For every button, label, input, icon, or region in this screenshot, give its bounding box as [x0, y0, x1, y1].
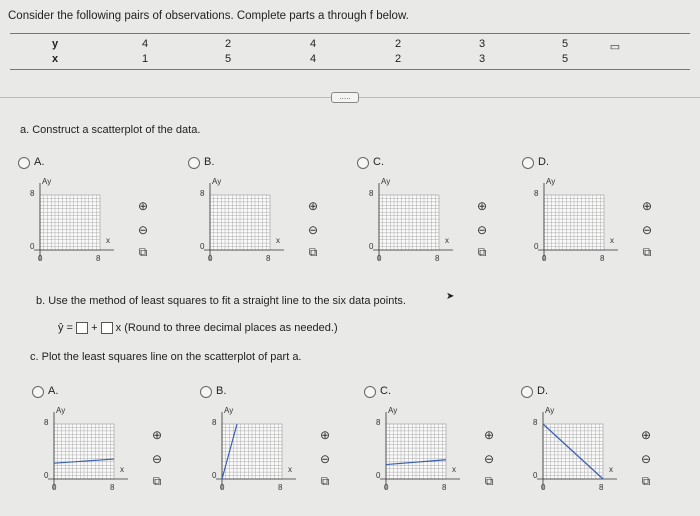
popout-icon[interactable]: ⧉ [642, 245, 652, 259]
x-axis-max-label: 8 [442, 483, 447, 492]
x-axis-zero-label: 0 [208, 254, 213, 263]
zoom-in-icon[interactable]: ⊕ [483, 428, 495, 442]
popout-icon[interactable]: ⧉ [152, 474, 162, 488]
option-radio[interactable] [32, 386, 44, 398]
option-letter: C. [380, 385, 391, 397]
intercept-input[interactable] [76, 322, 88, 334]
y-axis-max-label: 8 [200, 189, 205, 198]
zoom-in-icon[interactable]: ⊕ [151, 428, 163, 442]
option-letter: D. [538, 156, 549, 168]
y-axis-max-label: 8 [376, 418, 381, 427]
option-graph [188, 169, 308, 279]
x-axis-zero-label: 0 [377, 254, 382, 263]
option-radio[interactable] [357, 157, 369, 169]
table-cell: 5 [561, 38, 569, 50]
zoom-out-icon[interactable]: ⊖ [151, 452, 163, 466]
option-radio[interactable] [200, 386, 212, 398]
option-radio[interactable] [521, 386, 533, 398]
x-axis-max-label: 8 [266, 254, 271, 263]
popout-icon[interactable]: ⧉ [484, 474, 494, 488]
option-graph [18, 169, 138, 279]
scatter-option-d[interactable] [522, 157, 687, 287]
y-axis-max-label: 8 [369, 189, 374, 198]
popout-icon[interactable]: ⧉ [641, 474, 651, 488]
row-label-y: y [51, 38, 59, 50]
x-axis-title: x [120, 465, 124, 474]
equation-prefix: ŷ = [58, 322, 73, 334]
option-letter: C. [373, 156, 384, 168]
scatter-option-a[interactable] [18, 157, 183, 287]
x-axis-zero-label: 0 [384, 483, 389, 492]
part-c-label: c. Plot the least squares line on the scatterplot of part a. [30, 351, 302, 363]
option-graph [200, 398, 320, 508]
option-letter: D. [537, 385, 548, 397]
table-cell: 2 [394, 38, 402, 50]
row-label-x: x [51, 53, 59, 65]
table-cell: 4 [141, 38, 149, 50]
option-graph [357, 169, 477, 279]
y-axis-title: Ay [546, 177, 556, 186]
option-letter: A. [34, 156, 45, 168]
plus-sign: + [91, 322, 98, 334]
y-axis-max-label: 8 [30, 189, 35, 198]
x-axis-zero-label: 0 [542, 254, 547, 263]
table-cell: 3 [478, 38, 486, 50]
x-axis-title: x [610, 236, 614, 245]
x-axis-max-label: 8 [110, 483, 115, 492]
y-axis-zero-label: 0 [44, 471, 49, 480]
zoom-in-icon[interactable]: ⊕ [319, 428, 331, 442]
zoom-out-icon[interactable]: ⊖ [483, 452, 495, 466]
zoom-out-icon[interactable]: ⊖ [640, 452, 652, 466]
x-axis-max-label: 8 [435, 254, 440, 263]
x-axis-title: x [452, 465, 456, 474]
option-radio[interactable] [18, 157, 30, 169]
x-axis-title: x [445, 236, 449, 245]
option-radio[interactable] [364, 386, 376, 398]
option-radio[interactable] [522, 157, 534, 169]
zoom-out-icon[interactable]: ⊖ [641, 223, 653, 237]
x-axis-zero-label: 0 [38, 254, 43, 263]
option-letter: A. [48, 385, 59, 397]
popout-icon[interactable]: ⧉ [308, 245, 318, 259]
option-graph [364, 398, 484, 508]
part-a-label: a. Construct a scatterplot of the data. [20, 124, 201, 136]
zoom-in-icon[interactable]: ⊕ [307, 199, 319, 213]
y-axis-title: Ay [56, 406, 66, 415]
x-axis-max-label: 8 [278, 483, 283, 492]
zoom-out-icon[interactable]: ⊖ [319, 452, 331, 466]
option-graph [32, 398, 152, 508]
mouse-cursor-icon: ➤ [446, 291, 455, 302]
x-axis-title: x [609, 465, 613, 474]
x-axis-title: x [288, 465, 292, 474]
y-axis-zero-label: 0 [212, 471, 217, 480]
x-axis-title: x [276, 236, 280, 245]
option-graph [521, 398, 641, 508]
y-axis-title: Ay [388, 406, 398, 415]
table-bottom-rule [10, 69, 690, 70]
x-axis-zero-label: 0 [220, 483, 225, 492]
x-axis-max-label: 8 [96, 254, 101, 263]
table-cell: 2 [394, 53, 402, 65]
copy-table-icon[interactable]: ▭ [609, 41, 621, 53]
table-top-rule [10, 33, 690, 34]
y-axis-zero-label: 0 [534, 242, 539, 251]
equation-suffix: x (Round to three decimal places as needed.) [115, 322, 338, 334]
x-axis-title: x [106, 236, 110, 245]
y-axis-title: Ay [42, 177, 52, 186]
slope-input[interactable] [101, 322, 113, 334]
x-axis-zero-label: 0 [52, 483, 57, 492]
popout-icon[interactable]: ⧉ [138, 245, 148, 259]
y-axis-zero-label: 0 [30, 242, 35, 251]
y-axis-max-label: 8 [212, 418, 217, 427]
popout-icon[interactable]: ⧉ [477, 245, 487, 259]
zoom-in-icon[interactable]: ⊕ [137, 199, 149, 213]
y-axis-max-label: 8 [534, 189, 539, 198]
y-axis-zero-label: 0 [376, 471, 381, 480]
more-button[interactable]: ..... [331, 92, 359, 103]
y-axis-title: Ay [224, 406, 234, 415]
x-axis-max-label: 8 [599, 483, 604, 492]
zoom-out-icon[interactable]: ⊖ [476, 223, 488, 237]
table-cell: 4 [309, 38, 317, 50]
option-radio[interactable] [188, 157, 200, 169]
zoom-in-icon[interactable]: ⊕ [641, 199, 653, 213]
y-axis-title: Ay [212, 177, 222, 186]
table-cell: 2 [224, 38, 232, 50]
table-cell: 5 [224, 53, 232, 65]
popout-icon[interactable]: ⧉ [320, 474, 330, 488]
zoom-out-icon[interactable]: ⊖ [307, 223, 319, 237]
question-prompt: Consider the following pairs of observations. Complete parts a through f below. [8, 10, 409, 22]
table-cell: 4 [309, 53, 317, 65]
x-axis-zero-label: 0 [541, 483, 546, 492]
scatter-option-c[interactable] [357, 157, 522, 287]
zoom-out-icon[interactable]: ⊖ [137, 223, 149, 237]
y-axis-title: Ay [381, 177, 391, 186]
x-axis-max-label: 8 [600, 254, 605, 263]
scatter-option-b[interactable] [188, 157, 353, 287]
table-cell: 1 [141, 53, 149, 65]
y-axis-zero-label: 0 [533, 471, 538, 480]
part-b-label: b. Use the method of least squares to fit a straight line to the six data points. [36, 295, 406, 307]
table-cell: 3 [478, 53, 486, 65]
y-axis-title: Ay [545, 406, 555, 415]
option-letter: B. [204, 156, 215, 168]
regression-equation [58, 322, 338, 334]
y-axis-zero-label: 0 [200, 242, 205, 251]
y-axis-max-label: 8 [44, 418, 49, 427]
y-axis-zero-label: 0 [369, 242, 374, 251]
option-letter: B. [216, 385, 227, 397]
zoom-in-icon[interactable]: ⊕ [640, 428, 652, 442]
table-cell: 5 [561, 53, 569, 65]
y-axis-max-label: 8 [533, 418, 538, 427]
option-graph [522, 169, 642, 279]
zoom-in-icon[interactable]: ⊕ [476, 199, 488, 213]
